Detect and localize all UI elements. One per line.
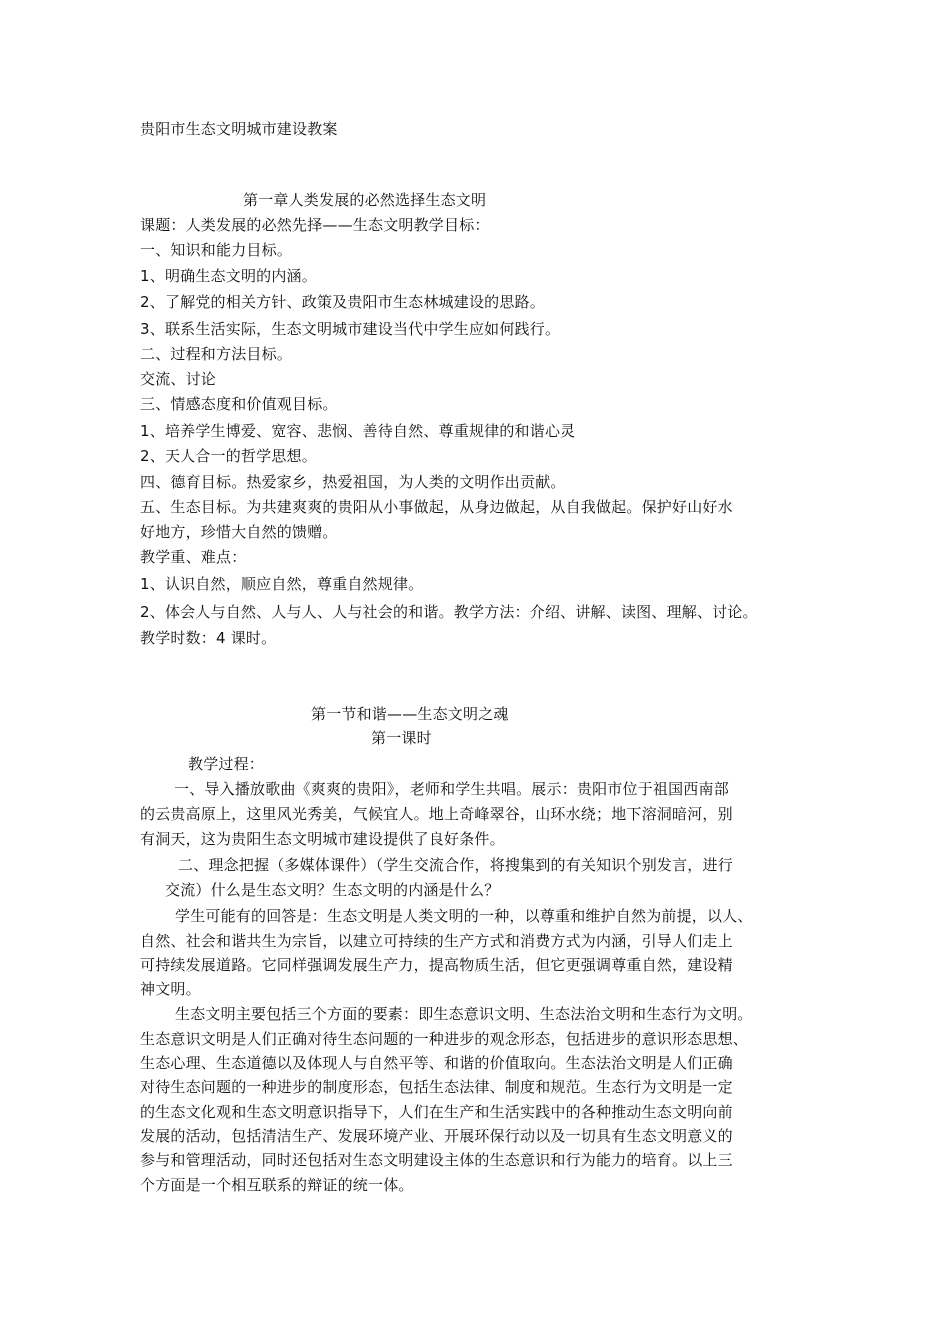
eco-goal-continued: 好地方，珍惜大自然的馈赠。 [140,523,338,541]
elements-paragraph: 发展的活动，包括清洁生产、发展环境产业、开展环保行动以及一切具有生态文明意义的 [140,1127,733,1145]
moral-goal: 四、德育目标。热爱家乡，热爱祖国，为人类的文明作出贡献。 [140,473,566,491]
concept-paragraph: 交流）什么是生态文明？生态文明的内涵是什么？ [165,881,500,899]
emotion-goal-heading: 三、情感态度和价值观目标。 [140,395,338,413]
knowledge-goal-item: 3、联系生活实际，生态文明城市建设当代中学生应如何践行。 [140,320,561,338]
knowledge-goal-item: 1、明确生态文明的内涵。 [140,267,317,285]
answer-paragraph: 自然、社会和谐共生为宗旨，以建立可持续的生产方式和消费方式为内涵，引导人们走上 [140,932,733,950]
process-goal-text: 交流、讨论 [140,370,217,388]
class-heading: 第一课时 [371,729,432,747]
elements-paragraph: 个方面是一个相互联系的辩证的统一体。 [140,1176,414,1194]
knowledge-goal-heading: 一、知识和能力目标。 [140,241,293,259]
intro-paragraph: 一、导入播放歌曲《爽爽的贵阳》，老师和学生共唱。展示：贵阳市位于祖国西南部 [174,780,729,798]
teaching-hours: 教学时数：4 课时。 [140,629,277,647]
elements-paragraph: 生态心理、生态道德以及体现人与自然平等、和谐的价值取向。生态法治文明是人们正确 [140,1054,733,1072]
knowledge-goal-item: 2、了解党的相关方针、政策及贵阳市生态林城建设的思路。 [140,293,545,311]
document-title: 贵阳市生态文明城市建设教案 [140,120,338,138]
elements-paragraph: 生态意识文明是人们正确对待生态问题的一种进步的观念形态，包括进步的意识形态思想、 [140,1030,749,1048]
section-heading: 第一节和谐——生态文明之魂 [311,705,509,723]
key-points-heading: 教学重、难点： [140,548,247,566]
emotion-goal-item: 2、天人合一的哲学思想。 [140,447,317,465]
emotion-goal-item: 1、培养学生博爱、宽容、悲悯、善待自然、尊重规律的和谐心灵 [140,422,576,440]
elements-paragraph: 参与和管理活动，同时还包括对生态文明建设主体的生态意识和行为能力的培育。以上三 [140,1151,733,1169]
teaching-process-label: 教学过程： [188,755,265,773]
chapter-heading: 第一章人类发展的必然选择生态文明 [243,191,487,209]
lesson-topic: 课题：人类发展的必然先择——生态文明教学目标： [140,216,490,234]
intro-paragraph: 的云贵高原上，这里风光秀美，气候宜人。地上奇峰翠谷，山环水绕；地下溶洞暗河，别 [140,805,733,823]
process-goal-heading: 二、过程和方法目标。 [140,345,293,363]
elements-paragraph: 的生态文化观和生态文明意识指导下，人们在生产和生活实践中的各种推动生态文明向前 [140,1103,733,1121]
elements-paragraph: 对待生态问题的一种进步的制度形态，包括生态法律、制度和规范。生态行为文明是一定 [140,1078,733,1096]
answer-paragraph: 学生可能有的回答是：生态文明是人类文明的一种，以尊重和维护自然为前提，以人、 [175,907,753,925]
elements-paragraph: 生态文明主要包括三个方面的要素：即生态意识文明、生态法治文明和生态行为文明。 [175,1005,753,1023]
key-point-item: 1、认识自然，顺应自然，尊重自然规律。 [140,575,424,593]
concept-paragraph: 二、理念把握（多媒体课件）（学生交流合作，将搜集到的有关知识个别发言，进行 [178,856,733,874]
answer-paragraph: 可持续发展道路。它同样强调发展生产力，提高物质生活，但它更强调尊重自然，建设精 [140,956,733,974]
answer-paragraph: 神文明。 [140,980,201,998]
eco-goal: 五、生态目标。为共建爽爽的贵阳从小事做起，从身边做起，从自我做起。保护好山好水 [140,498,733,516]
intro-paragraph: 有洞天，这为贵阳生态文明城市建设提供了良好条件。 [140,830,505,848]
key-point-item: 2、体会人与自然、人与人、人与社会的和谐。教学方法：介绍、讲解、读图、理解、讨论。 [140,603,758,621]
